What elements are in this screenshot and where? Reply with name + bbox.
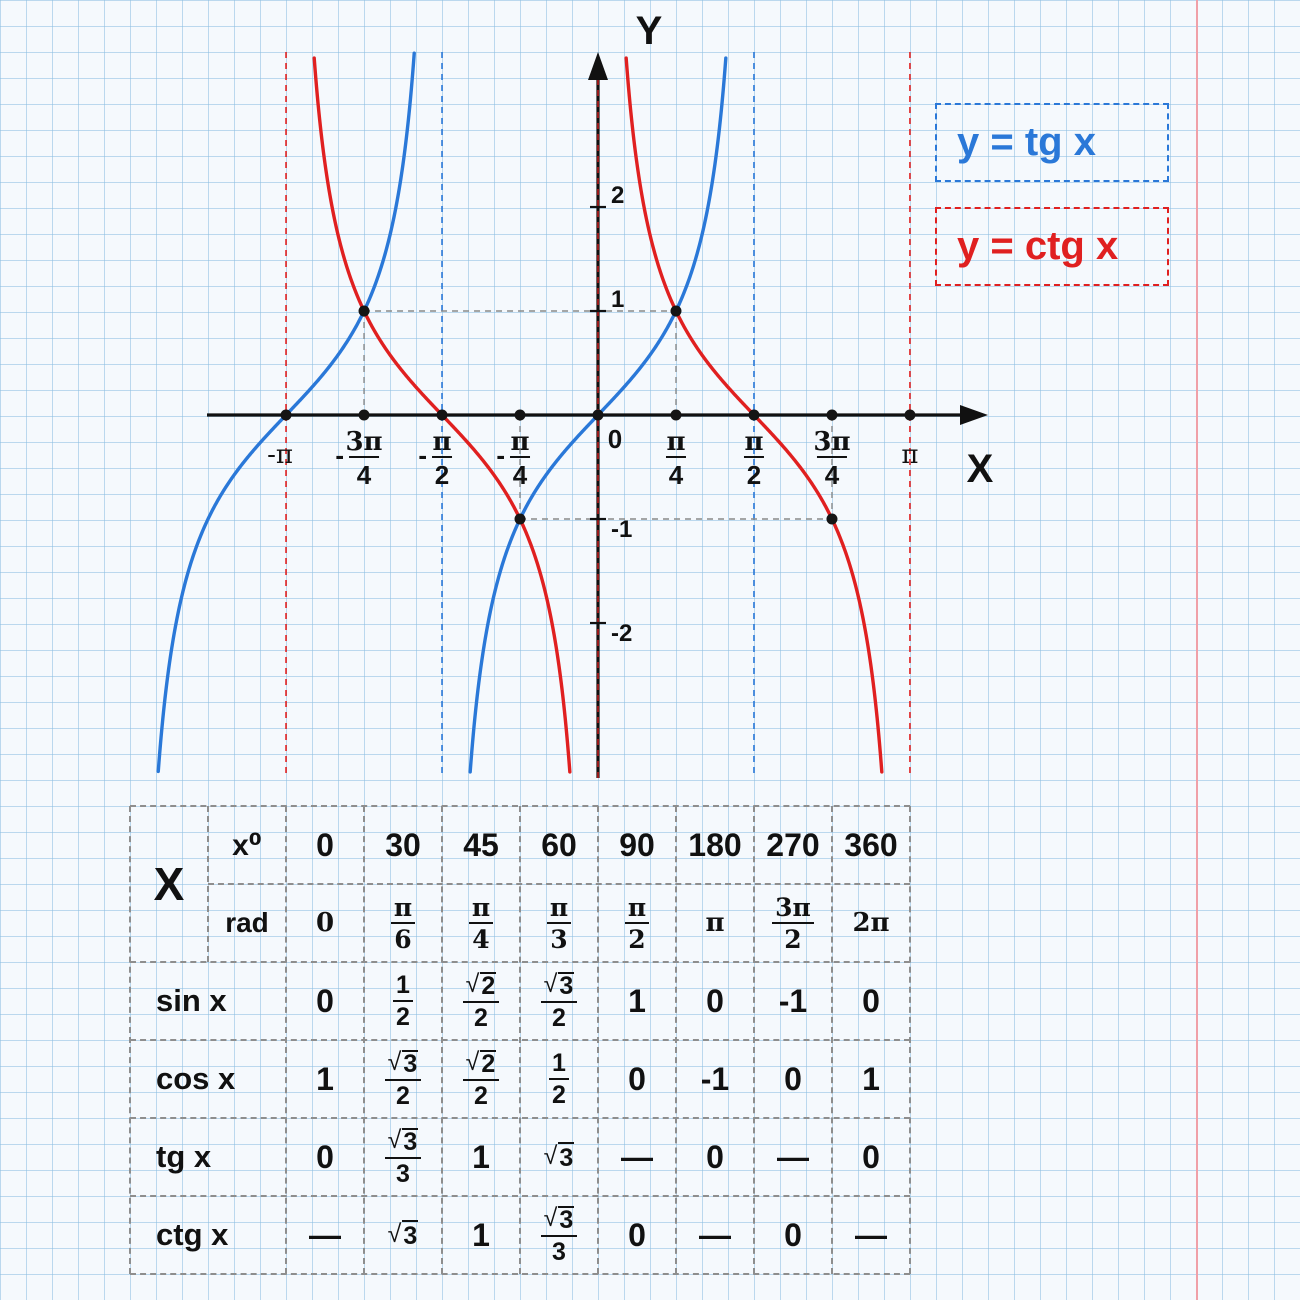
rad-value <box>598 884 676 962</box>
degree-value: 90 <box>619 826 655 863</box>
x-tick-numerator: π <box>432 427 452 457</box>
function-row-label: sin x <box>156 983 227 1018</box>
legend-ctg: y = ctg x <box>935 207 1169 286</box>
table-value: -1 <box>778 982 808 1019</box>
x-tick-numerator: π <box>510 427 530 457</box>
rad-value: 0 <box>315 908 335 938</box>
origin-label: 0 <box>607 424 623 454</box>
table-value <box>364 1118 442 1196</box>
degree-row-label: x⁰ <box>232 828 262 862</box>
y-tick-label: -2 <box>611 620 633 647</box>
function-row-label: tg x <box>156 1139 212 1174</box>
fraction: √ 3 3 <box>385 1128 422 1187</box>
table-value: 0 <box>628 1216 646 1253</box>
table-value: 0 <box>706 1138 724 1175</box>
table-value: √ 3 <box>387 1219 418 1250</box>
x-tick-denominator: 4 <box>512 460 528 490</box>
x-tick-denominator: 2 <box>746 460 762 490</box>
table-value: 1 <box>472 1216 490 1253</box>
y-axis-arrow <box>588 52 608 80</box>
fraction: √ 3 3 <box>541 1206 578 1265</box>
degree-value: 270 <box>766 826 820 863</box>
point-marker <box>515 514 526 525</box>
table-value: 1 <box>472 1138 490 1175</box>
point-marker <box>515 410 526 421</box>
point-marker <box>359 306 370 317</box>
legend-tg: y = tg x <box>935 103 1169 182</box>
fraction: $\frac{1}{2}$ <box>549 1051 569 1108</box>
table-value: 0 <box>862 1138 880 1175</box>
x-tick-denominator: 2 <box>434 460 450 490</box>
table-value <box>364 1040 442 1118</box>
degree-value: 60 <box>541 826 577 863</box>
table-value: — <box>621 1138 653 1175</box>
point-marker <box>281 410 292 421</box>
x-tick-minus: - <box>418 440 428 470</box>
rad-value <box>442 884 520 962</box>
table-value: 1 <box>316 1060 334 1097</box>
y-axis-label: Y <box>635 9 663 53</box>
fraction: √ 3 2 <box>385 1050 422 1109</box>
x-tick-numerator: 3π <box>345 427 383 457</box>
table-value <box>364 962 442 1040</box>
table-value: 1 <box>628 982 646 1019</box>
x-axis-label: X <box>966 447 994 491</box>
table-value <box>442 962 520 1040</box>
table-value <box>520 962 598 1040</box>
table-value <box>520 1196 598 1274</box>
table-value: 1 <box>862 1060 880 1097</box>
degree-value: 180 <box>688 826 742 863</box>
rad-value: π <box>705 908 725 938</box>
rad-row-label: rad <box>225 907 269 938</box>
x-tick-minus: - <box>335 440 345 470</box>
table-value: -1 <box>700 1060 730 1097</box>
x-tick-denominator: 4 <box>824 460 840 490</box>
table-value: √ 3 <box>543 1141 574 1172</box>
table-value: 0 <box>862 982 880 1019</box>
fraction: $\frac{\pi}{6}$ <box>391 895 415 952</box>
fraction: $\frac{\pi}{2}$ <box>625 895 649 952</box>
table-value: — <box>855 1216 887 1253</box>
table-value <box>442 1040 520 1118</box>
x-tick-numerator: π <box>744 427 764 457</box>
point-marker <box>670 306 681 317</box>
table-value: 0 <box>784 1216 802 1253</box>
x-tick-label: π <box>901 440 919 470</box>
x-axis-arrow <box>960 405 988 425</box>
y-tick-label: 1 <box>611 286 625 313</box>
point-marker <box>359 410 370 421</box>
degree-value: 45 <box>463 826 499 863</box>
function-row-label: cos x <box>156 1061 236 1096</box>
table-value <box>520 1040 598 1118</box>
table-value: 0 <box>316 982 334 1019</box>
x-tick-numerator: π <box>666 427 686 457</box>
point-marker <box>826 410 837 421</box>
table-value: 0 <box>784 1060 802 1097</box>
x-tick-denominator: 4 <box>356 460 372 490</box>
fraction: √ 2 2 <box>463 972 500 1031</box>
degree-value: 360 <box>844 826 898 863</box>
fraction: $\frac{\pi}{3}$ <box>547 895 571 952</box>
table-value: 0 <box>316 1138 334 1175</box>
rad-value <box>364 884 442 962</box>
x-tick-minus: - <box>496 440 506 470</box>
point-marker <box>593 410 604 421</box>
table-value: 0 <box>628 1060 646 1097</box>
fraction: √ 3 2 <box>541 972 578 1031</box>
y-tick-label: -1 <box>611 516 633 543</box>
fraction: $\frac{1}{2}$ <box>393 973 413 1030</box>
x-tick-denominator: 4 <box>668 460 684 490</box>
point-marker <box>748 410 759 421</box>
function-row-label: ctg x <box>156 1217 229 1252</box>
rad-value: 2π <box>852 908 890 938</box>
table-corner-label: X <box>153 858 185 910</box>
fraction: $\frac{3\pi}{2}$ <box>772 895 814 952</box>
point-marker <box>826 514 837 525</box>
table-value: — <box>309 1216 341 1253</box>
degree-value: 30 <box>385 826 421 863</box>
values-table <box>130 806 910 1274</box>
point-marker <box>437 410 448 421</box>
degree-value: 0 <box>316 826 334 863</box>
rad-value <box>754 884 832 962</box>
table-value: 0 <box>706 982 724 1019</box>
point-marker <box>904 410 915 421</box>
x-tick-numerator: 3π <box>813 427 851 457</box>
point-marker <box>670 410 681 421</box>
rad-value <box>520 884 598 962</box>
table-value: — <box>699 1216 731 1253</box>
table-value: — <box>777 1138 809 1175</box>
x-tick-label: -π <box>267 440 293 470</box>
fraction: $\frac{\pi}{4}$ <box>469 895 493 952</box>
fraction: √ 2 2 <box>463 1050 500 1109</box>
y-tick-label: 2 <box>611 182 625 209</box>
